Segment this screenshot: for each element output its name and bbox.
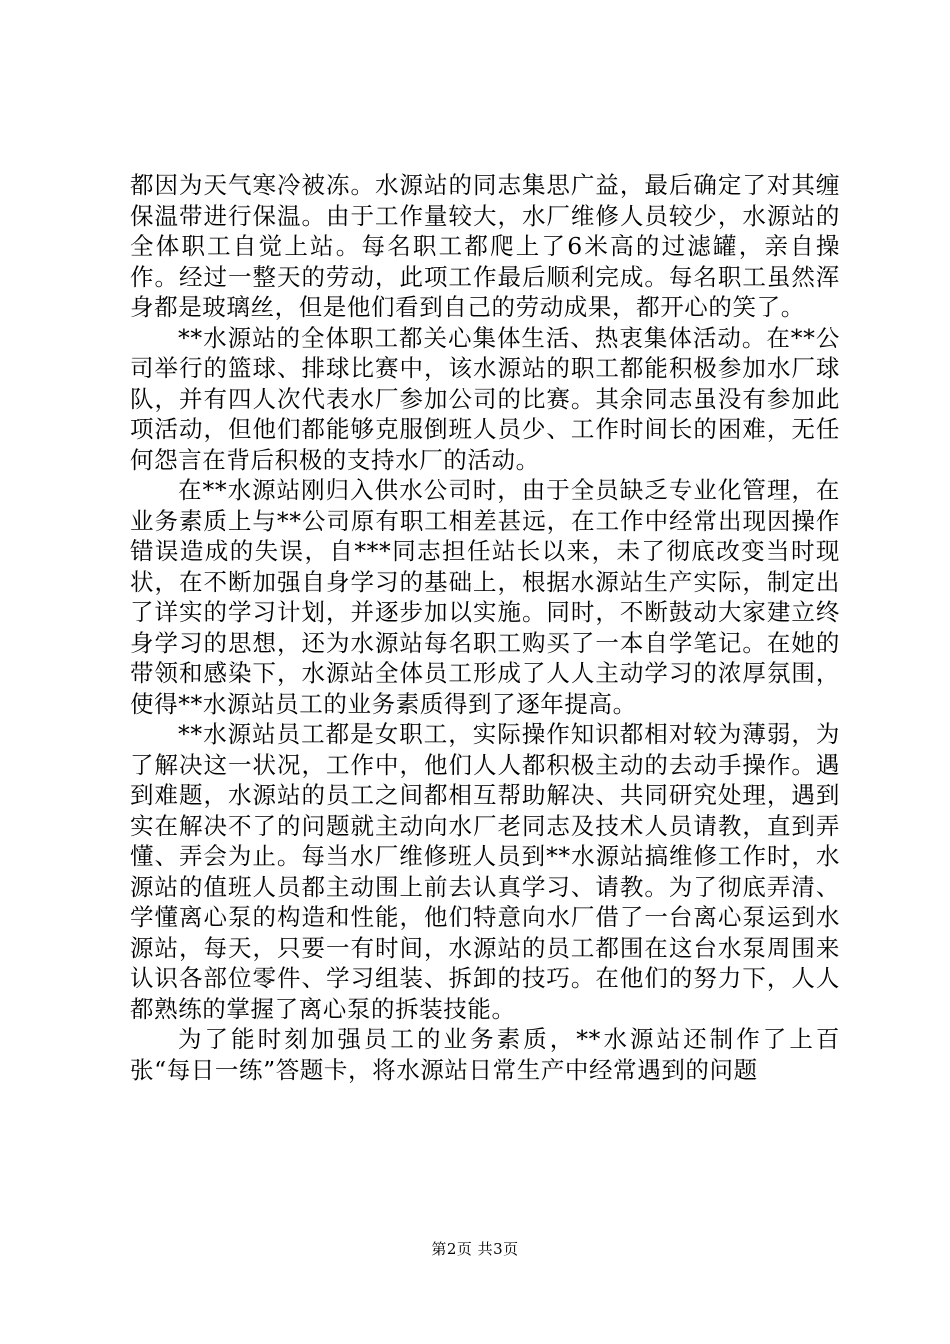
paragraph-1: 都因为天气寒冷被冻。水源站的同志集思广益，最后确定了对其缠保温带进行保温。由于工作量较大，水厂维修人员较少，水源站的全体职工自觉上站。每名职工都爬上了6米高的过滤罐，亲自操作。经过一整天的劳动，此项工作最后顺利完成。每名职工虽然浑身都是玻璃丝，但是他们看到自己的劳动成果，都开心的笑了。 (130, 171, 840, 321)
paragraph-5: 为了能时刻加强员工的业务素质，**水源站还制作了上百张“每日一练”答题卡，将水源站日常生产中经常遇到的问题 (130, 1025, 840, 1084)
paragraph-2: **水源站的全体职工都关心集体生活、热衷集体活动。在**公司举行的篮球、排球比赛中，该水源站的职工都能积极参加水厂球队，并有四人次代表水厂参加公司的比赛。其余同志虽没有参加此项活动，但他们都能够克服倒班人员少、工作时间长的困难，无任何怨言在背后积极的支持水厂的活动。 (130, 323, 840, 474)
page-footer: 第2页 共3页 (431, 1240, 519, 1258)
paragraph-3: 在**水源站刚归入供水公司时，由于全员缺乏专业化管理，在业务素质上与**公司原有职工相差甚远，在工作中经常出现因操作错误造成的失误，自***同志担任站长以来，未了彻底改变当时现状，在不断加强自身学习的基础上，根据水源站生产实际，制定出了详实的学习计划，并逐步加以实施。同时，不断鼓动大家建立终身学习的思想，还为水源站每名职工购买了一本自学笔记。在她的带领和感染下，水源站全体员工形成了人人主动学习的浓厚氛围，使得**水源站员工的业务素质得到了逐年提高。 (130, 476, 840, 718)
document-body (130, 170, 840, 1085)
paragraph-4: **水源站员工都是女职工，实际操作知识都相对较为薄弱，为了解决这一状况，工作中，他们人人都积极主动的去动手操作。遇到难题，水源站的员工之间都相互帮助解决、共同研究处理，遇到实在解决不了的问题就主动向水厂老同志及技术人员请教，直到弄懂、弄会为止。每当水厂维修班人员到**水源站搞维修工作时，水源站的值班人员都主动围上前去认真学习、请教。为了彻底弄清、学懂离心泵的构造和性能，他们特意向水厂借了一台离心泵运到水源站，每天，只要一有时间，水源站的员工都围在这台水泵周围来认识各部位零件、学习组装、拆卸的技巧。在他们的努力下，人人都熟练的掌握了离心泵的拆装技能。 (130, 720, 840, 1023)
